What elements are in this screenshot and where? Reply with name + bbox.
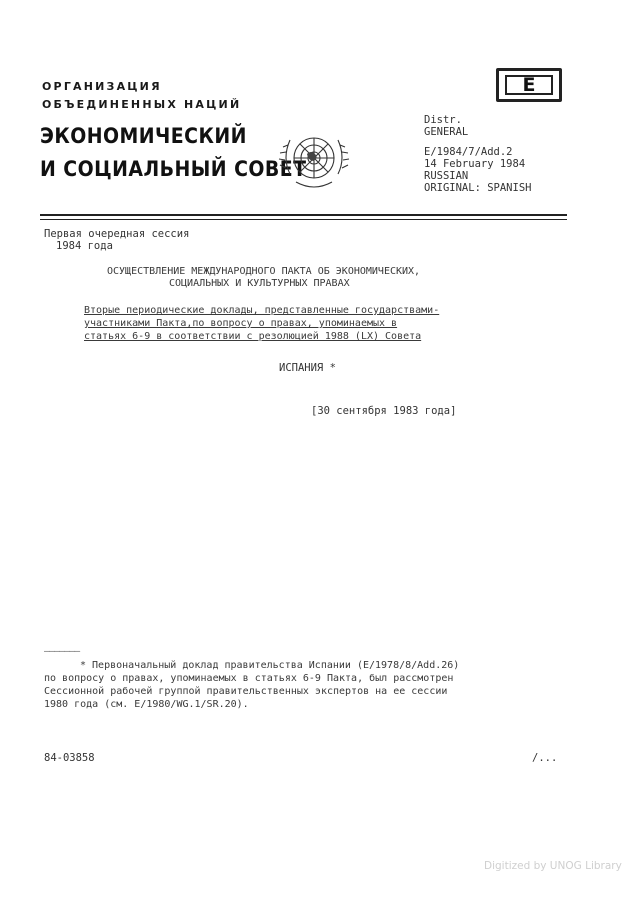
- org-name-line1: ОРГАНИЗАЦИЯ: [42, 80, 162, 93]
- org-name-line2: ОБЪЕДИНЕННЫХ НАЦИЙ: [42, 98, 242, 111]
- subtitle-line1: Вторые периодические доклады, представленные государствами-: [84, 305, 440, 316]
- document-series-logo: [496, 68, 562, 102]
- document-language: RUSSIAN: [424, 170, 469, 182]
- logo-letter: E: [505, 75, 553, 95]
- country-heading: ИСПАНИЯ *: [279, 362, 336, 374]
- council-name-line1: ЭКОНОМИЧЕСКИЙ: [40, 124, 247, 148]
- agenda-title-line2: СОЦИАЛЬНЫХ И КУЛЬТУРНЫХ ПРАВАХ: [169, 278, 350, 289]
- report-date: [30 сентября 1983 года]: [311, 405, 457, 417]
- council-name-line2: И СОЦИАЛЬНЫЙ СОВЕТ: [40, 157, 307, 181]
- header-rule-thin: [40, 219, 567, 220]
- footnote-line4: 1980 года (см. E/1980/WG.1/SR.20).: [44, 699, 249, 710]
- subtitle-line2: участниками Пакта,по вопросу о правах, упоминаемых в: [84, 318, 398, 329]
- agenda-title-line1: ОСУЩЕСТВЛЕНИЕ МЕЖДУНАРОДНОГО ПАКТА ОБ ЭКОНОМИЧЕСКИХ,: [107, 266, 421, 277]
- footnote-separator: ———————: [44, 646, 80, 657]
- subtitle-line3: статьях 6-9 в соответствии с резолюцией 1988 (LX) Совета: [84, 331, 422, 342]
- footnote-line1: * Первоначальный доклад правительства Испании (E/1978/8/Add.26): [80, 660, 460, 671]
- digitized-watermark: Digitized by UNOG Library: [484, 860, 622, 872]
- document-symbol: E/1984/7/Add.2: [424, 146, 513, 158]
- continuation-mark: /...: [532, 752, 558, 764]
- original-language: ORIGINAL: SPANISH: [424, 182, 532, 194]
- session-line1: Первая очередная сессия: [44, 228, 190, 240]
- document-date: 14 February 1984: [424, 158, 526, 170]
- session-line2: 1984 года: [56, 240, 113, 252]
- footnote-line3: Сессионной рабочей группой правительственных экспертов на ее сессии: [44, 686, 448, 697]
- distribution-value: GENERAL: [424, 126, 469, 138]
- document-job-number: 84-03858: [44, 752, 95, 764]
- footnote-line2: по вопросу о правах, упоминаемых в статьях 6-9 Пакта, был рассмотрен: [44, 673, 454, 684]
- distribution-label: Distr.: [424, 114, 462, 126]
- un-emblem-icon: [276, 124, 352, 196]
- header-rule: [40, 214, 567, 216]
